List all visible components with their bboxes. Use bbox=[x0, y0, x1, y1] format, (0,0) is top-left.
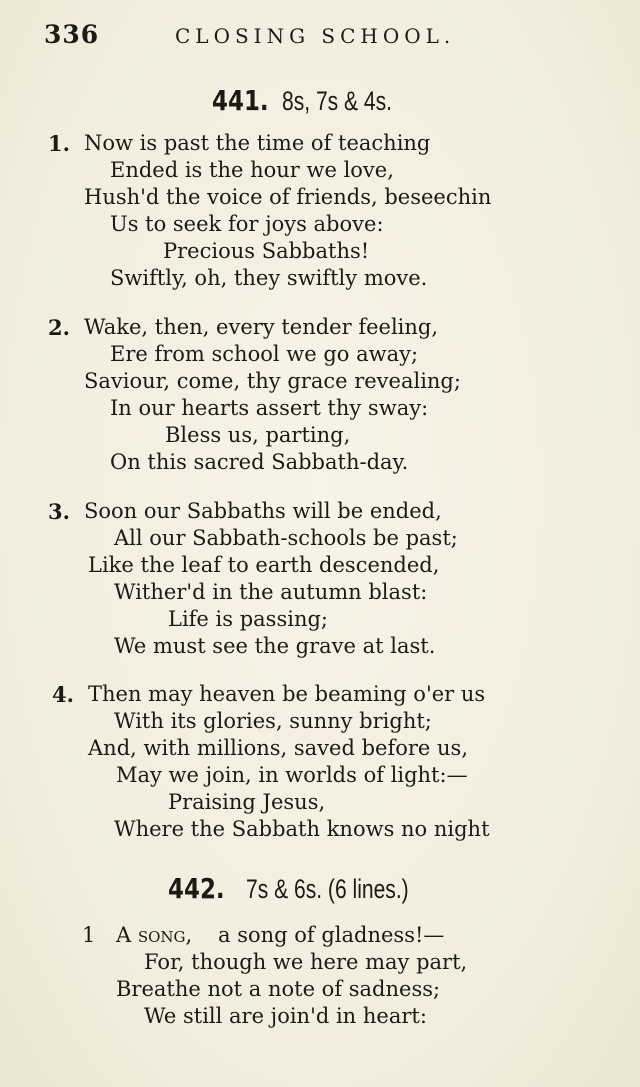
hymn-number: 441. bbox=[212, 84, 269, 117]
verse-line: On this sacred Sabbath-day. bbox=[110, 450, 409, 474]
verse-number: 1. bbox=[48, 131, 70, 156]
hymn-442-heading bbox=[168, 872, 454, 905]
verse-line: Like the leaf to earth descended, bbox=[88, 553, 440, 577]
verse-line: Praising Jesus, bbox=[168, 790, 326, 814]
verse-line: In our hearts assert thy sway: bbox=[110, 396, 429, 420]
verse-line: Swiftly, oh, they swiftly move. bbox=[110, 266, 428, 290]
hymn-number: 442. bbox=[168, 872, 225, 905]
verse-line: Now is past the time of teaching bbox=[84, 131, 431, 155]
verse-line: Ended is the hour we love, bbox=[110, 158, 394, 182]
verse-first-word: A song, bbox=[116, 923, 193, 947]
verse-line: Ere from school we go away; bbox=[110, 342, 419, 366]
verse-line: Soon our Sabbaths will be ended, bbox=[84, 499, 442, 523]
verse-line: Wither'd in the autumn blast: bbox=[114, 580, 428, 604]
verse-number: 4. bbox=[52, 682, 74, 707]
verse-line: Bless us, parting, bbox=[165, 423, 351, 447]
verse-line: We still are join'd in heart: bbox=[144, 1004, 427, 1028]
verse-line: May we join, in worlds of light:— bbox=[116, 763, 468, 787]
verse-line: We must see the grave at last. bbox=[114, 634, 436, 658]
verse-number: 3. bbox=[48, 499, 70, 524]
verse-line: Wake, then, every tender feeling, bbox=[84, 315, 439, 339]
verse-line: Hush'd the voice of friends, beseechin bbox=[84, 185, 492, 209]
page-number: 336 bbox=[44, 20, 100, 49]
verse-line: Where the Sabbath knows no night bbox=[114, 817, 490, 841]
verse-line: With its glories, sunny bright; bbox=[114, 709, 432, 733]
running-title: CLOSING SCHOOL. bbox=[175, 24, 456, 48]
verse-number: 2. bbox=[48, 315, 70, 340]
verse-line: Us to seek for joys above: bbox=[110, 212, 384, 236]
verse-line: Saviour, come, thy grace revealing; bbox=[84, 369, 461, 393]
verse-line: For, though we here may part, bbox=[144, 950, 468, 974]
hymn-441-heading bbox=[212, 84, 423, 117]
verse-line: Breathe not a note of sadness; bbox=[116, 977, 441, 1001]
verse-line: All our Sabbath-schools be past; bbox=[114, 526, 458, 550]
verse-line: Then may heaven be beaming o'er us bbox=[88, 682, 486, 706]
verse-line: a song of gladness!— bbox=[218, 923, 445, 947]
hymn-meter: 7s & 6s. (6 lines.) bbox=[245, 874, 409, 904]
verse-line: And, with millions, saved before us, bbox=[88, 736, 468, 760]
verse-number: 1 bbox=[82, 923, 96, 947]
verse-line: Precious Sabbaths! bbox=[163, 239, 370, 263]
verse-line: Life is passing; bbox=[168, 607, 328, 631]
hymn-meter: 8s, 7s & 4s. bbox=[281, 86, 392, 116]
